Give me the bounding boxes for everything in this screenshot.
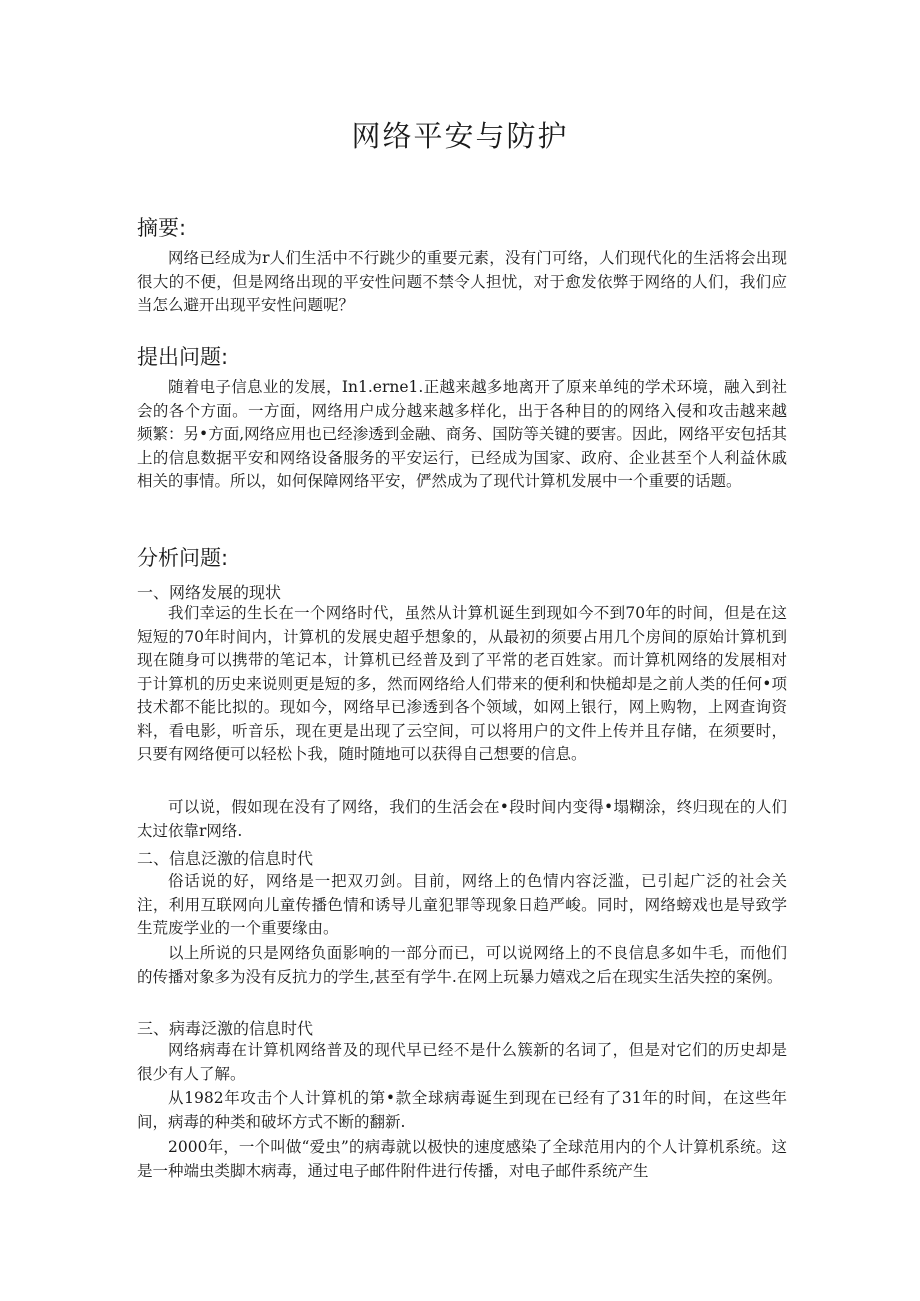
subsection-1-heading: 一、网络发展的现状 — [137, 583, 282, 602]
subsection-1-paragraph-1: 我们幸运的生长在一个网络时代，虽然从计算机诞生到现如今不到70年的时间，但是在这短短的70年时间内，计算机的发展史超乎想象的，从最初的须要占用几个房间的原始计算机到现在随身可以携带的笔记本，计算机已经普及到了平常的老百姓家。而计算机网络的发展相对于计算机的历史来说则更是短的多，然而网络给人们带来的便利和快槌却是之前人类的任何•项技术都不能比拟的。现如今，网络早已渗透到各个领域，如网上银行，网上购物，上网查询资料，看电影，听音乐，现在更是出现了云空间，可以将用户的文件上传并且存储，在须要时，只要有网络便可以轻松卜我，随时随地可以获得自己想要的信息。 — [137, 604, 787, 763]
subsection-2-paragraph-1: 俗话说的好，网络是一把双刃剑。目前，网络上的色情内容泛滥，已引起广泛的社会关注，利用互联网向儿童传播色情和诱导儿童犯罪等现象日趋严峻。同时，网络螃戏也是导致学生荒废学业的一个重要缘由。 — [137, 872, 787, 937]
analysis-heading: 分析问题: — [137, 546, 229, 570]
problem-paragraph: 随着电子信息业的发展，In1.erne1.正越来越多地离开了原来单纯的学术环境，融入到社会的各个方面。一方面，网络用户成分越来越多样化，出于各种目的的网络入侵和攻击越来越频繁：另•方面,网络应用也已经渗透到金融、商务、国防等关键的要害。因此，网络平安包括其上的信息数据平安和网络设备服务的平安运行，已经成为国家、政府、企业甚至个人利益休戚相关的事情。所以，如何保障网络平安，俨然成为了现代计算机发展中一个重要的话题。 — [137, 378, 787, 490]
subsection-2-heading: 二、信息泛激的信息时代 — [137, 849, 314, 868]
page-title: 网络平安与防护 — [351, 119, 569, 153]
subsection-3-paragraph-3: 2000年，一个叫做“爱虫”的病毒就以极快的速度感染了全球范用内的个人计算机系统。这是一种端虫类脚木病毒，通过电子邮件附件进行传播，对电子邮件系统产生 — [137, 1138, 787, 1180]
subsection-3-heading: 三、病毒泛激的信息时代 — [137, 1019, 314, 1038]
subsection-3-paragraph-1: 网络病毒在计算机网络普及的现代早已经不是什么簇新的名词了，但是对它们的历史却是很少有人了解。 — [137, 1041, 787, 1083]
subsection-3-paragraph-2: 从1982年攻击个人计算机的第•款全球病毒诞生到现在已经有了31年的时间，在这些年间，病毒的种类和破坏方式不断的翻新. — [137, 1089, 787, 1131]
subsection-1-paragraph-2: 可以说，假如现在没有了网络，我们的生活会在•段时间内变得•塌糊涂，终归现在的人们太过依靠r网络. — [137, 798, 787, 840]
abstract-heading: 摘要: — [137, 216, 187, 240]
subsection-2-paragraph-2: 以上所说的只是网络负面影响的一部分而已，可以说网络上的不良信息多如牛毛，而他们的传播对象多为没有反抗力的学生,甚至有学牛.在网上玩暴力嬉戏之后在现实生活失控的案例。 — [137, 944, 787, 986]
problem-heading: 提出问题: — [137, 345, 229, 369]
abstract-paragraph: 网络已经成为r人们生活中不行跳少的重要元素，没有门可络，人们现代化的生活将会出现很大的不便，但是网络出现的平安性问题不禁令人担忧，对于愈发依弊于网络的人们，我们应当怎么避开出现平安性问题呢？ — [137, 249, 787, 314]
